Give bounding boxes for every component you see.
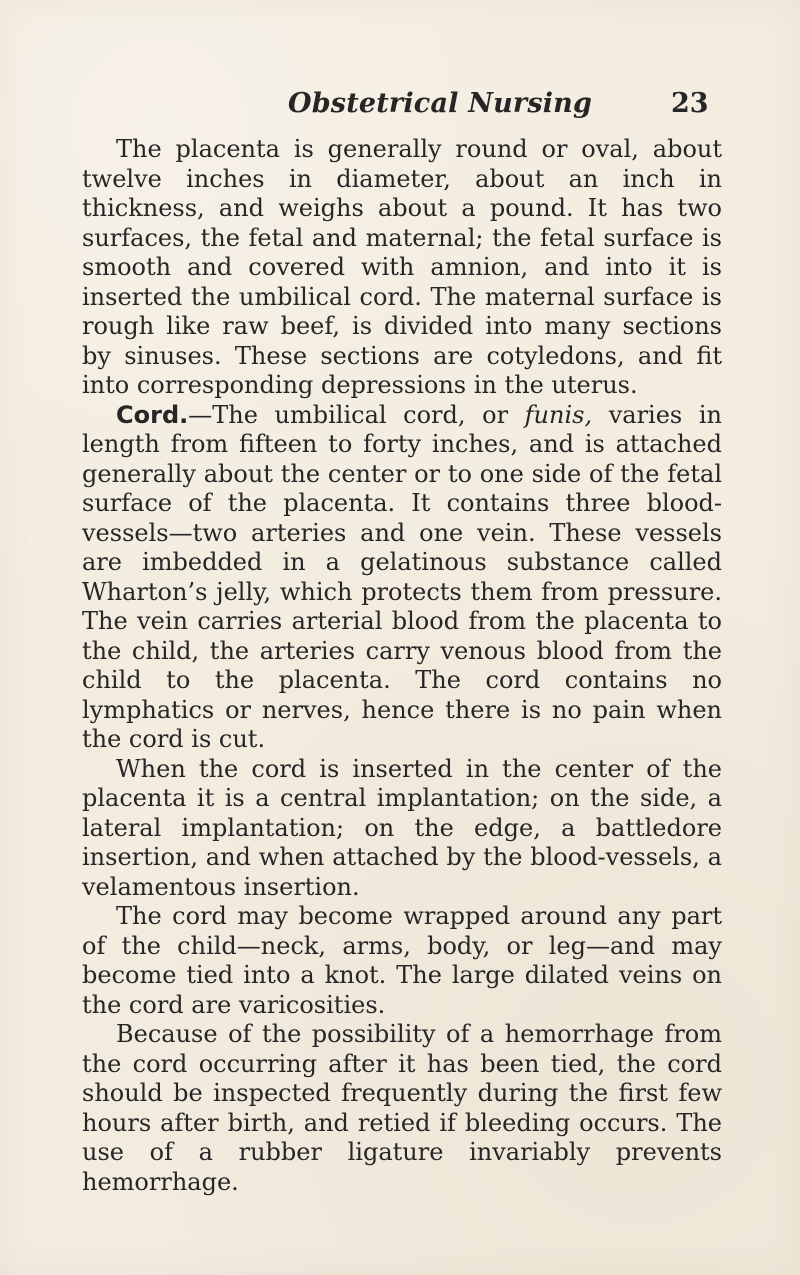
paragraph-knots: The cord may become wrapped around any part of the child—neck, arms, body, or leg—and may become tied into a knot. The large dilated veins on the cord are varicosities. <box>82 902 722 1019</box>
page-number: 23 <box>671 88 709 119</box>
page-header <box>0 88 800 128</box>
paragraph-placenta: The placenta is generally round or oval, about twelve inches in diameter, about an inch in thickness, and weighs about a pound. It has two surfaces, the fetal and maternal; the fetal surface is smooth and covered with amnion, and into it is inserted the umbilical cord. The maternal surface is rough like raw beef, is divided into many sections by sinuses. These sections are cotyledons, and fit into corresponding depressions in the uterus. <box>82 135 722 399</box>
paragraph-implantation: When the cord is inserted in the center of the placenta it is a central implantation; on the side, a lateral implantation; on the edge, a battledore insertion, and when attached by the blood-vessels, a velamentous insertion. <box>82 754 722 901</box>
cord-intro-text: —The umbilical cord, or <box>188 400 525 429</box>
cord-body-text: varies in length from fifteen to forty inches, and is attached generally about the center or to one side of the fetal surface of the placenta. It contains three blood-vessels—two arteries and one vein. These vessels are imbedded in a gelatinous substance called Wharton’s jelly, which protects them from pressure. The vein carries arterial blood from the placenta to the child, the arteries carry venous blood from the child to the placenta. The cord contains no lymphatics or nerves, hence there is no pain when the cord is cut. <box>82 400 722 753</box>
paragraph-cord <box>82 401 722 755</box>
running-title: Obstetrical Nursing <box>288 88 593 119</box>
main-text <box>82 135 722 1197</box>
paragraph-hemorrhage: Because of the possibility of a hemorrhage from the cord occurring after it has been tied, the cord should be inspected frequently during the first few hours after birth, and retied if bleeding occurs. The use of a rubber ligature invariably prevents hemorrhage. <box>82 1020 722 1196</box>
italic-term-funis: funis, <box>524 400 593 429</box>
section-heading-cord: Cord. <box>116 400 189 429</box>
